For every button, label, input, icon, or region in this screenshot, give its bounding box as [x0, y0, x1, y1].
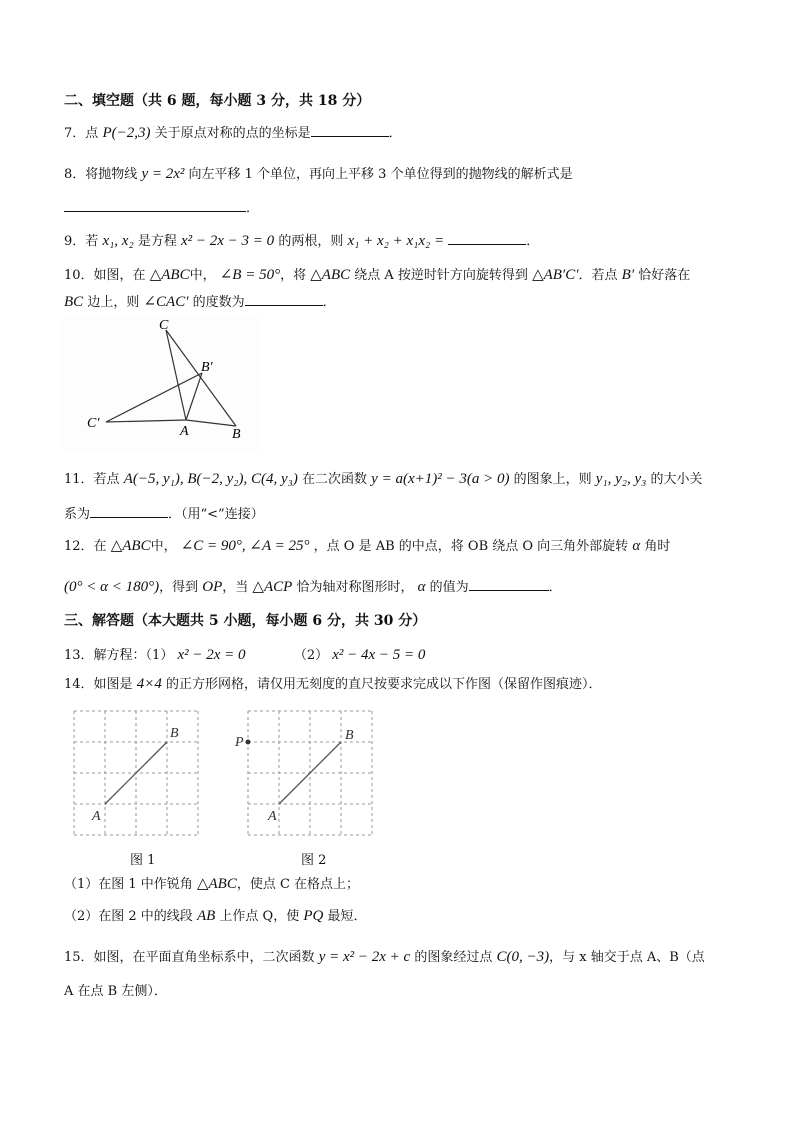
figure-1-caption: 图 1 [130, 853, 156, 868]
grid2-label-p: P [235, 735, 244, 750]
point-p [246, 740, 251, 745]
label-b-prime: B′ [201, 360, 213, 375]
section-3-heading: 三、解答题（本大题共 5 小题，每小题 6 分，共 30 分） [64, 613, 427, 629]
answer-blank-11[interactable] [90, 505, 168, 518]
question-9: 9．若 x₁, x₂ 是方程 x² − 2x − 3 = 0 的两根，则 x₁ + x₂ + x₁x₂ = ． [64, 233, 540, 249]
question-10: 10．如图，在 △ABC中， ∠B = 50°，将 △ABC 绕点 A 按逆时针方向旋转得到 △AB′C′．若点 B′ 恰好落在 [64, 267, 691, 283]
question-11: 11．若点 A(−5, y₁), B(−2, y₂), C(4, y₃) 在二次函数 y = a(x+1)² − 3(a > 0) 的图象上，则 y₁, y₂, y₃ 的大小关 [64, 471, 703, 487]
question-8: 8．将抛物线 y = 2x² 向左平移 1 个单位，再向上平移 3 个单位得到的抛物线的解析式是 [64, 166, 573, 182]
figure-14-grid-1 [66, 703, 206, 839]
section-2-heading: 二、填空题（共 6 题，每小题 3 分，共 18 分） [64, 93, 371, 109]
question-7: 7．点 P(−2,3) 关于原点对称的点的坐标是 ． [64, 125, 402, 141]
figure-14-grid-2 [232, 703, 382, 839]
question-8-answer-line: ． [64, 199, 259, 218]
answer-blank-7[interactable] [311, 124, 389, 137]
label-c-prime: C′ [87, 416, 100, 431]
label-a: A [180, 424, 189, 439]
question-11-cont: 系为 ．（用“<”连接） [64, 507, 264, 522]
question-14-part-2: （2）在图 2 中的线段 AB 上作点 Q，使 PQ 最短． [64, 908, 367, 924]
grid1-label-a: A [92, 809, 101, 824]
grid2-label-b: B [345, 728, 354, 743]
question-12: 12．在 △ABC中， ∠C = 90°, ∠A = 25° ，点 O 是 AB 的中点，将 OB 绕点 O 向三角外部旋转 α 角时 [64, 538, 671, 554]
answer-blank-10[interactable] [245, 293, 323, 306]
figure-2-caption: 图 2 [301, 853, 327, 868]
question-14-part-1: （1）在图 1 中作锐角 △ABC，使点 C 在格点上； [64, 876, 360, 892]
question-12-cont: (0° < α < 180°)，得到 OP，当 △ACP 恰为轴对称图形时， α 的值为 ． [64, 579, 562, 595]
grid2-label-a: A [268, 809, 277, 824]
question-13: 13．解方程：（1） x² − 2x = 0 （2） x² − 4x − 5 = 0 [64, 647, 426, 663]
question-10-cont: BC 边上，则 ∠CAC′ 的度数为 ． [64, 294, 336, 310]
question-14: 14．如图是 4×4 的正方形网格，请仅用无刻度的直尺按要求完成以下作图（保留作图痕迹）． [64, 676, 602, 692]
figure-10-triangle [62, 318, 262, 450]
question-15: 15．如图，在平面直角坐标系中，二次函数 y = x² − 2x + c 的图象经过点 C(0, −3)，与 x 轴交于点 A、B（点 [64, 949, 705, 965]
question-15-cont: A 在点 B 左侧）． [64, 984, 167, 999]
answer-blank-12[interactable] [469, 578, 549, 591]
grid1-label-b: B [170, 726, 179, 741]
answer-blank-9[interactable] [448, 232, 526, 245]
label-b: B [232, 427, 241, 442]
label-c: C [159, 318, 169, 333]
answer-blank-8[interactable] [64, 199, 246, 212]
